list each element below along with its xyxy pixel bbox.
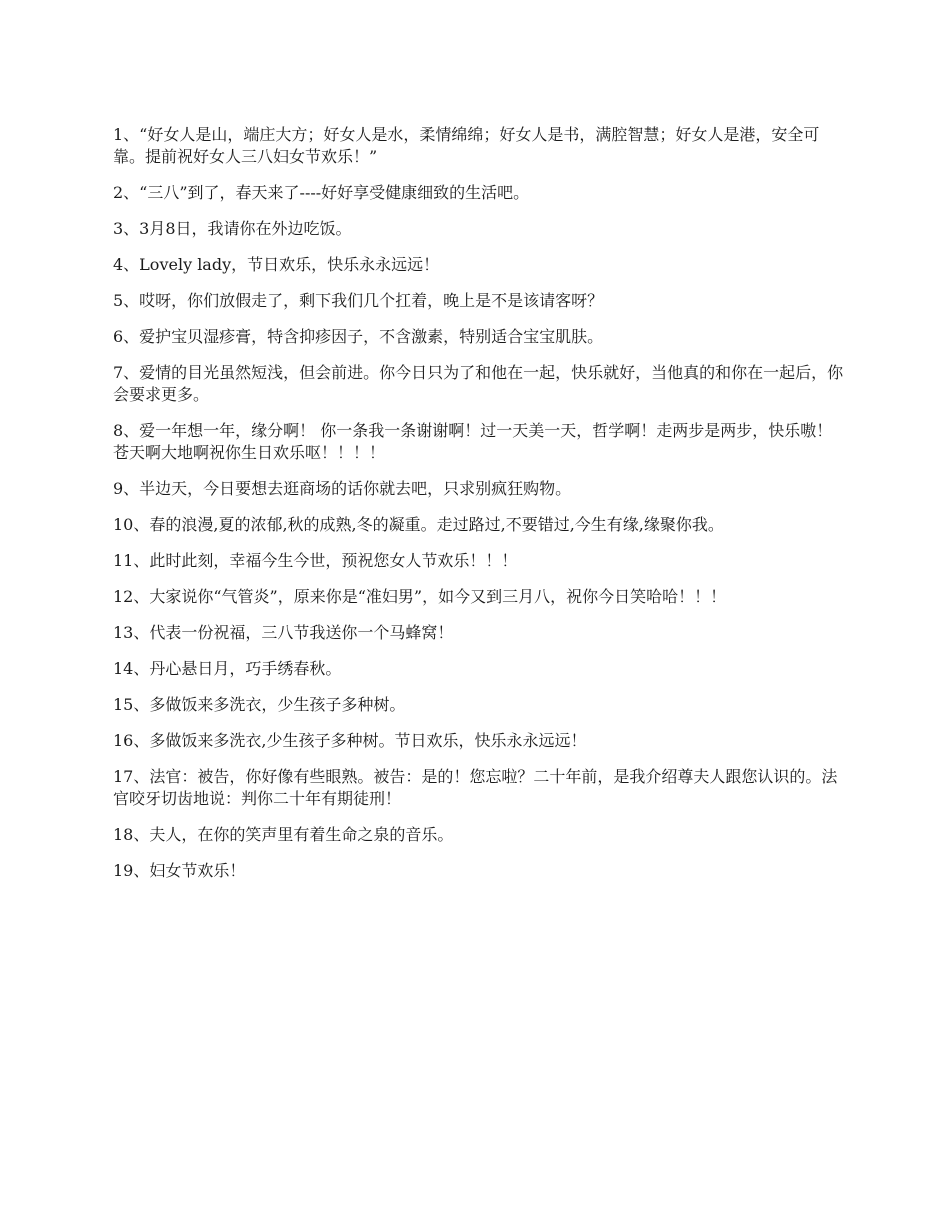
list-item: 11、此时此刻，幸福今生今世，预祝您女人节欢乐！！！: [113, 551, 518, 570]
list-item: 15、多做饭来多洗衣，少生孩子多种树。: [113, 695, 406, 714]
list-item: 9、半边天，今日要想去逛商场的话你就去吧，只求别疯狂购物。: [113, 479, 572, 498]
list-item: 4、Lovely lady，节日欢乐，快乐永永远远！: [113, 255, 440, 274]
document-body: [113, 124, 845, 896]
list-item: 12、大家说你“气管炎”，原来你是“准妇男”，如今又到三月八，祝你今日笑哈哈！！！: [113, 587, 727, 606]
list-item: 6、爱护宝贝湿疹膏，特含抑疹因子，不含激素，特别适合宝宝肌肤。: [113, 327, 604, 346]
list-item: 13、代表一份祝福，三八节我送你一个马蜂窝！: [113, 623, 454, 642]
list-item: 10、春的浪漫,夏的浓郁,秋的成熟,冬的凝重。走过路过,不要错过,今生有缘,缘聚你我。: [113, 515, 724, 534]
list-item: 8、爱一年想一年，缘分啊！ 你一条我一条谢谢啊！过一天美一天，哲学啊！走两步是两步，快乐嗷！苍天啊大地啊祝你生日欢乐呕！！！！: [113, 421, 833, 462]
list-item: 3、3月8日，我请你在外边吃饭。: [113, 219, 352, 238]
list-item: 14、丹心悬日月，巧手绣春秋。: [113, 659, 342, 678]
list-item: 18、夫人，在你的笑声里有着生命之泉的音乐。: [113, 825, 454, 844]
list-item: 2、“三八”到了，春天来了----好好享受健康细致的生活吧。: [113, 183, 530, 202]
list-item: 16、多做饭来多洗衣,少生孩子多种树。节日欢乐，快乐永永远远！: [113, 731, 587, 750]
list-item: 17、法官：被告，你好像有些眼熟。被告：是的！您忘啦？二十年前，是我介绍尊夫人跟您认识的。法官咬牙切齿地说：判你二十年有期徒刑！: [113, 767, 838, 808]
list-item: 1、“好女人是山，端庄大方；好女人是水，柔情绵绵；好女人是书，满腔智慧；好女人是港，安全可靠。提前祝好女人三八妇女节欢乐！”: [113, 125, 820, 166]
list-item: 5、哎呀，你们放假走了，剩下我们几个扛着，晚上是不是该请客呀？: [113, 291, 604, 310]
list-item: 19、妇女节欢乐！: [113, 861, 246, 880]
list-item: 7、爱情的目光虽然短浅，但会前进。你今日只为了和他在一起，快乐就好，当他真的和你在一起后，你会要求更多。: [113, 363, 844, 404]
